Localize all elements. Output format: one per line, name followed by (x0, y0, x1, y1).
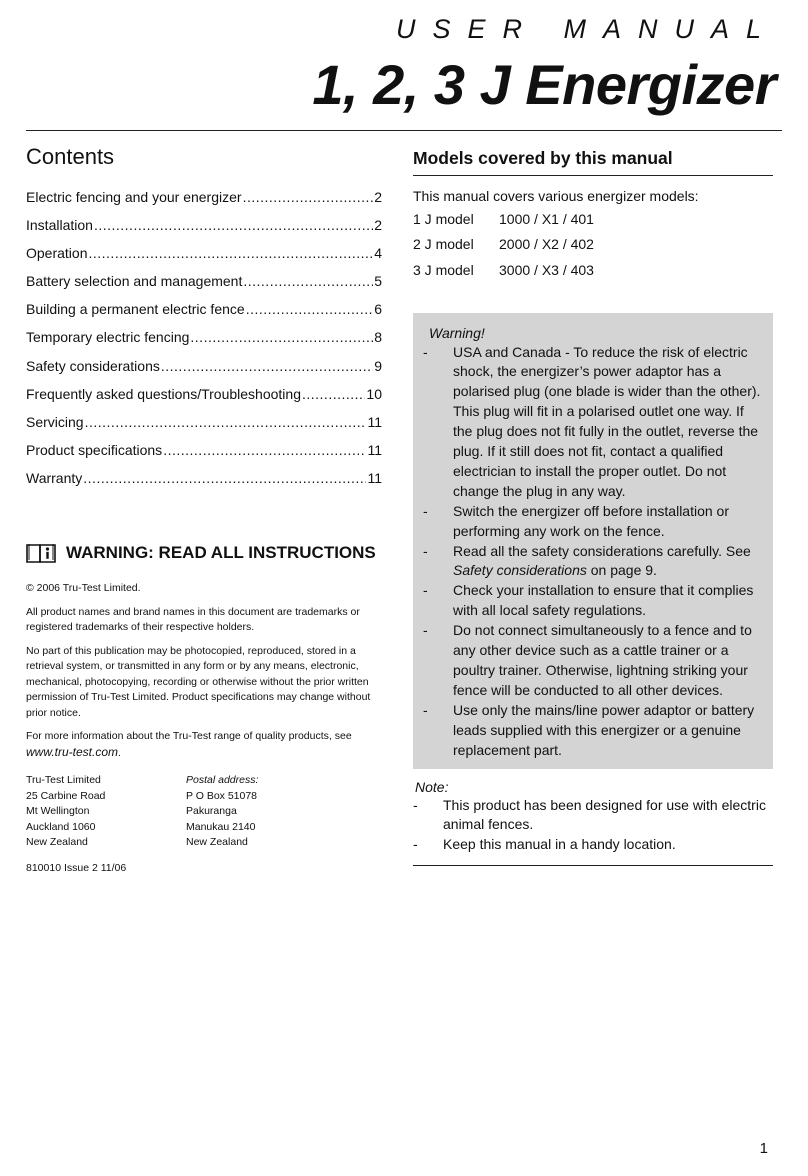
toc-page: 8 (374, 329, 382, 346)
note-title: Note: (415, 778, 449, 795)
toc-label: Electric fencing and your energizer (26, 189, 242, 205)
toc-label: Temporary electric fencing (26, 329, 190, 346)
more-info-text: For more information about the Tru-Test range of quality products, see (26, 730, 352, 743)
address-line: Pakuranga (186, 805, 237, 818)
toc-label: Safety considerations (26, 357, 160, 374)
models-heading: Models covered by this manual (413, 148, 773, 176)
toc-page: 10 (366, 385, 382, 402)
list-dash: - (413, 796, 418, 813)
warning-text-after: on page 9. (590, 562, 657, 579)
address-block (26, 773, 382, 851)
toc-page: 9 (374, 357, 382, 374)
toc-entry[interactable] (26, 414, 382, 442)
warning-item (423, 542, 763, 582)
address-line: P O Box 51078 (186, 789, 258, 802)
toc-page: 11 (367, 469, 382, 486)
model-name: 1 J model (413, 210, 474, 227)
more-info-notice (26, 729, 382, 761)
toc-entry[interactable] (26, 470, 382, 498)
toc-entry[interactable] (26, 273, 382, 301)
note-text: This product has been designed for use with electric animal fences. (443, 796, 766, 833)
info-book-icon (26, 542, 56, 564)
model-row (413, 232, 773, 258)
model-row (413, 206, 773, 232)
toc-label: Building a permanent electric fence (26, 301, 245, 318)
toc-leader (243, 273, 373, 289)
postal-address (186, 773, 346, 851)
toc-leader (163, 442, 366, 458)
toc-leader (161, 358, 373, 374)
list-dash: - (423, 502, 428, 519)
toc-leader (85, 414, 367, 430)
header-divider (26, 130, 782, 131)
address-line: Postal address: (186, 774, 259, 787)
note-list (413, 796, 773, 856)
warning-text: Check your installation to ensure that it complies with all local safety regulations. (453, 582, 754, 619)
toc-leader (94, 217, 373, 233)
note-item (413, 835, 773, 855)
toc-leader (246, 301, 374, 317)
toc-page: 2 (374, 189, 382, 205)
safety-considerations-link[interactable]: Safety considerations (453, 562, 587, 579)
model-row (413, 257, 773, 283)
warning-text (453, 542, 763, 582)
toc-label: Servicing (26, 413, 84, 430)
warning-text: USA and Canada - To reduce the risk of electric shock, the energizer’s power adaptor has a polarised plug (one blade is wider than the other). This plug will fit in a polarised outlet one way. If the plug does not fit fully in the outlet, reverse the plug. If it still does not fit, contact a qualified electrician to install the proper outlet. Do not change the plug in any way. (453, 343, 761, 499)
toc-leader (243, 189, 374, 205)
address-line: New Zealand (186, 836, 248, 849)
models-intro: This manual covers various energizer models: (413, 188, 699, 204)
right-column (413, 144, 773, 866)
warning-box-title: Warning! (429, 324, 485, 341)
warning-text: Do not connect simultaneously to a fence and to any other device such as a cattle trainer or a poultry trainer. Otherwise, lightning striking your fence will be conducted to all other devices. (453, 622, 752, 698)
left-column (26, 144, 382, 876)
reproduction-notice: No part of this publication may be photocopied, reproduced, stored in a retrieval system, or transmitted in any form or by any means, electronic, mechanical, photocopying, recording or otherwise without the prior written permission of Tru-Test Limited. Product specifications may change without prior notice. (26, 644, 371, 719)
warning-box (413, 313, 773, 769)
table-of-contents (26, 189, 382, 498)
address-line: New Zealand (26, 836, 88, 849)
website-link[interactable]: www.tru-test.com (26, 744, 119, 759)
copyright-notice: © 2006 Tru-Test Limited. (26, 582, 141, 595)
toc-entry[interactable] (26, 386, 382, 414)
warning-item (423, 701, 763, 761)
list-dash: - (423, 542, 428, 559)
toc-page: 2 (374, 217, 382, 234)
models-list (413, 206, 773, 283)
read-instructions-warning (26, 542, 382, 564)
manual-subtitle: USER MANUAL (395, 14, 778, 44)
address-line: Auckland 1060 (26, 820, 96, 833)
warning-list (423, 343, 763, 761)
toc-leader (88, 245, 373, 261)
toc-label: Frequently asked questions/Troubleshooting (26, 385, 301, 402)
note-item (413, 796, 773, 836)
trademark-notice: All product names and brand names in this document are trademarks or registered trademarks of their respective holders. (26, 605, 360, 634)
toc-label: Operation (26, 245, 88, 262)
warning-item (423, 621, 763, 701)
model-name: 2 J model (413, 236, 474, 253)
toc-page: 6 (374, 301, 382, 318)
toc-entry[interactable] (26, 301, 382, 329)
toc-label: Battery selection and management (26, 273, 243, 290)
note-text: Keep this manual in a handy location. (443, 836, 676, 853)
warning-heading: WARNING: READ ALL INSTRUCTIONS (66, 543, 376, 563)
address-line: Manukau 2140 (186, 820, 256, 833)
address-line: Mt Wellington (26, 805, 90, 818)
list-dash: - (423, 701, 428, 718)
toc-entry[interactable] (26, 189, 382, 217)
list-dash: - (423, 343, 428, 360)
toc-leader (190, 329, 373, 345)
warning-item (423, 343, 763, 502)
contents-heading: Contents (26, 144, 115, 169)
toc-label: Product specifications (26, 441, 163, 458)
website-link-period: . (118, 746, 121, 759)
note-section (413, 777, 773, 867)
warning-text: Use only the mains/line power adaptor or battery leads supplied with this energizer or a genuine replacement part. (453, 701, 755, 758)
toc-leader (83, 470, 366, 486)
toc-page: 11 (367, 413, 382, 430)
list-dash: - (413, 836, 418, 853)
toc-label: Warranty (26, 469, 83, 486)
toc-entry[interactable] (26, 358, 382, 386)
warning-item (423, 502, 763, 542)
warning-text-before: Read all the safety considerations carefully. See (453, 542, 751, 559)
model-codes: 1000 / X1 / 401 (499, 210, 594, 227)
address-line: 25 Carbine Road (26, 789, 106, 802)
model-name: 3 J model (413, 261, 474, 278)
toc-page: 11 (367, 441, 382, 458)
toc-entry[interactable] (26, 442, 382, 470)
model-codes: 2000 / X2 / 402 (499, 236, 594, 253)
warning-text: Switch the energizer off before installation or performing any work on the fence. (453, 502, 730, 539)
toc-label: Installation (26, 217, 93, 234)
toc-page: 5 (374, 273, 382, 290)
street-address (26, 773, 186, 851)
model-codes: 3000 / X3 / 403 (499, 261, 594, 278)
toc-entry[interactable] (26, 329, 382, 357)
page-number: 1 (759, 1140, 768, 1157)
list-dash: - (423, 582, 428, 599)
toc-entry[interactable] (26, 245, 382, 273)
manual-title: 1, 2, 3 J Energizer (312, 53, 776, 116)
list-dash: - (423, 622, 428, 639)
toc-entry[interactable] (26, 217, 382, 245)
toc-leader (302, 386, 365, 402)
toc-page: 4 (374, 245, 382, 262)
warning-item (423, 581, 763, 621)
document-id: 810010 Issue 2 11/06 (26, 861, 127, 874)
address-line: Tru-Test Limited (26, 774, 101, 787)
